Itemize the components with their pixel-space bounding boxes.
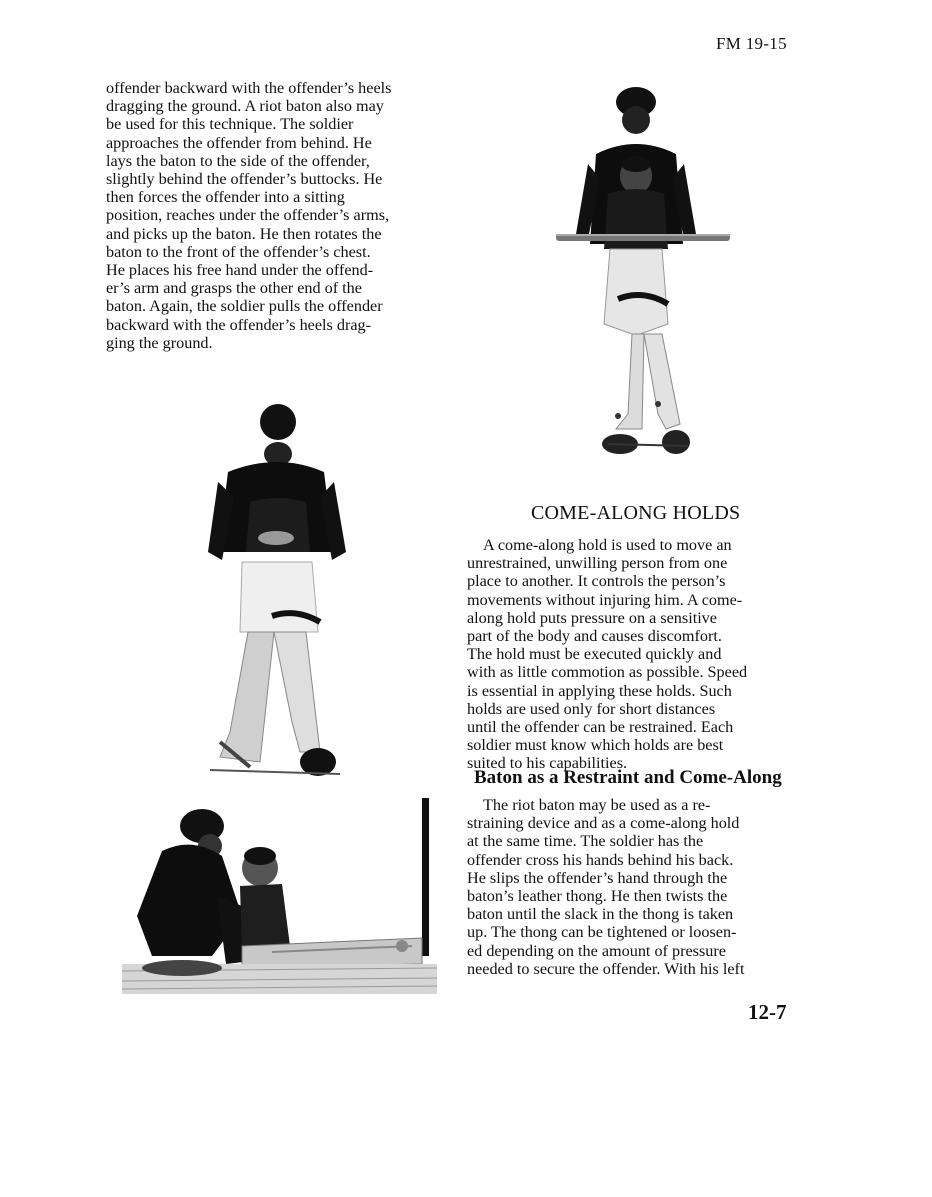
text-line: baton’s leather thong. He then twists the bbox=[467, 887, 728, 906]
text-line: along hold puts pressure on a sensitive bbox=[467, 608, 717, 627]
text-line: The riot baton may be used as a re- bbox=[483, 796, 711, 814]
text-line: slightly behind the offender’s buttocks. He bbox=[106, 170, 383, 189]
text-line: A come-along hold is used to move an bbox=[483, 536, 732, 554]
page-number: 12-7 bbox=[748, 1000, 787, 1024]
text-line: ed depending on the amount of pressure bbox=[467, 941, 726, 960]
left-column-paragraph bbox=[106, 79, 436, 352]
text-line: at the same time. The soldier has the bbox=[467, 832, 704, 851]
text-line: straining device and as a come-along hold bbox=[467, 814, 740, 833]
text-line: backward with the offender’s heels drag- bbox=[106, 315, 372, 334]
subsection-heading: Baton as a Restraint and Come-Along bbox=[474, 767, 782, 788]
text-line: place to another. It controls the person’s bbox=[467, 572, 726, 591]
text-line: until the offender can be restrained. Each bbox=[467, 718, 734, 737]
text-line: up. The thong can be tightened or loosen- bbox=[467, 923, 737, 942]
text-line: offender cross his hands behind his back. bbox=[467, 850, 734, 869]
text-line: is essential in applying these holds. Such bbox=[467, 681, 732, 700]
text-line: be used for this technique. The soldier bbox=[106, 115, 354, 134]
text-line: baton to the front of the offender’s chest. bbox=[106, 242, 371, 261]
text-line: holds are used only for short distances bbox=[467, 699, 716, 718]
text-line: He places his free hand under the offend- bbox=[106, 261, 374, 280]
come-along-paragraph bbox=[467, 536, 797, 773]
baton-restraint-paragraph bbox=[467, 796, 797, 978]
text-line: soldier must know which holds are best bbox=[467, 736, 724, 755]
text-line: position, reaches under the offender’s arms, bbox=[106, 206, 390, 225]
baton-drag-photo bbox=[548, 84, 748, 474]
text-line: ging the ground. bbox=[106, 333, 213, 352]
section-heading: COME-ALONG HOLDS bbox=[531, 502, 741, 524]
text-line: suited to his capabilities. bbox=[467, 754, 628, 773]
text-line: approaches the offender from behind. He bbox=[106, 133, 372, 152]
text-line: unrestrained, unwilling person from one bbox=[467, 554, 728, 573]
text-line: then forces the offender into a sitting bbox=[106, 188, 345, 207]
rear-drag-photo bbox=[200, 402, 350, 782]
text-line: lays the baton to the side of the offender, bbox=[106, 151, 370, 170]
text-line: offender backward with the offender’s heels bbox=[106, 79, 392, 97]
ground-position-photo bbox=[122, 796, 437, 996]
text-line: baton. Again, the soldier pulls the offender bbox=[106, 297, 383, 316]
text-line: with as little commotion as possible. Speed bbox=[467, 663, 748, 682]
text-line: er’s arm and grasps the other end of the bbox=[106, 279, 362, 298]
document-id: FM 19-15 bbox=[716, 34, 787, 53]
text-line: dragging the ground. A riot baton also may bbox=[106, 97, 384, 116]
text-line: movements without injuring him. A come- bbox=[467, 590, 743, 609]
text-line: and picks up the baton. He then rotates the bbox=[106, 224, 382, 243]
text-line: He slips the offender’s hand through the bbox=[467, 868, 728, 887]
text-line: The hold must be executed quickly and bbox=[467, 645, 722, 664]
text-line: baton until the slack in the thong is taken bbox=[467, 905, 734, 924]
text-line: needed to secure the offender. With his left bbox=[467, 959, 745, 978]
text-line: part of the body and causes discomfort. bbox=[467, 627, 722, 646]
